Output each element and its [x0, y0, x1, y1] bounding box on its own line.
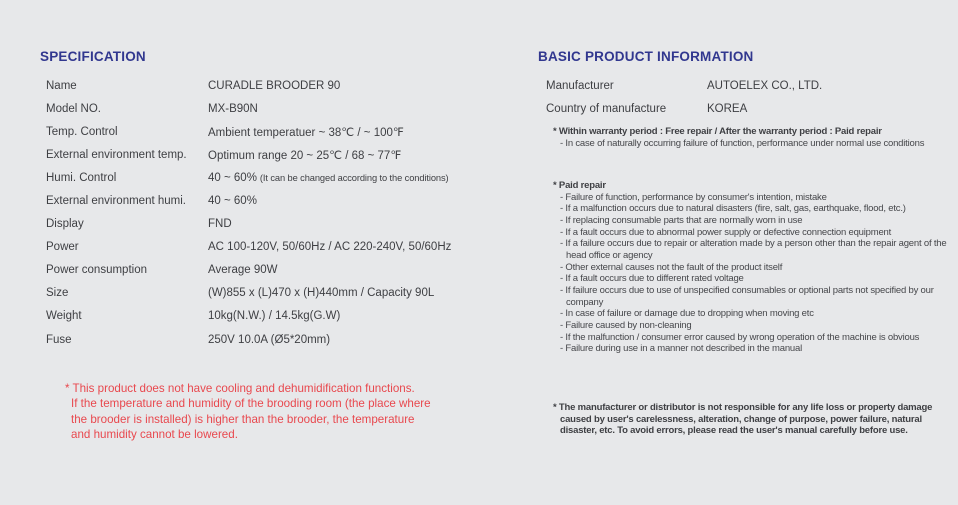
spec-label: External environment humi.	[46, 195, 186, 208]
warning-line: If the temperature and humidity of the brooding room (the place where	[71, 397, 431, 411]
specification-title: SPECIFICATION	[40, 49, 146, 64]
info-value: AUTOELEX CO., LTD.	[707, 79, 823, 92]
spec-value: Average 90W	[208, 264, 278, 277]
warning-line: the brooder is installed) is higher than the brooder, the temperature	[71, 412, 415, 426]
spec-label: Power consumption	[46, 264, 147, 277]
spec-value: (W)855 x (L)470 x (H)440mm / Capacity 90L	[208, 287, 435, 300]
info-label: Country of manufacture	[546, 102, 667, 115]
info-label: Manufacturer	[546, 79, 614, 92]
spec-value: Ambient temperatuer ~ 38℃ / ~ 100℉	[208, 126, 404, 139]
spec-value: FND	[208, 218, 232, 231]
spec-label: Size	[46, 287, 69, 300]
cooling-warning-note	[65, 381, 431, 442]
paid-repair-item: - If a fault occurs due to abnormal power supply or defective connection equipment	[560, 226, 892, 238]
paid-repair-item: - Failure of function, performance by consumer's intention, mistake	[560, 191, 827, 203]
spec-value: AC 100-120V, 50/60Hz / AC 220-240V, 50/60Hz	[208, 241, 452, 254]
spec-value: MX-B90N	[208, 102, 258, 115]
paid-repair-item: - If the malfunction / consumer error caused by wrong operation of the machine is obvious	[560, 331, 920, 343]
spec-value: 40 ~ 60%	[208, 195, 257, 208]
spec-row-temp-control	[46, 120, 506, 143]
spec-label: Name	[46, 79, 77, 92]
basic-product-info-title: BASIC PRODUCT INFORMATION	[538, 49, 754, 64]
spec-value	[208, 172, 449, 184]
info-row-country	[546, 97, 946, 120]
spec-value: CURADLE BROODER 90	[208, 79, 341, 92]
spec-value: Optimum range 20 ~ 25℃ / 68 ~ 77℉	[208, 149, 402, 162]
spec-value-note: (It can be changed according to the conditions)	[259, 172, 449, 183]
paid-repair-heading: * Paid repair	[553, 180, 606, 191]
spec-label: Weight	[46, 310, 82, 323]
specification-table	[46, 74, 506, 351]
paid-repair-item: - If a fault occurs due to different rated voltage	[560, 273, 744, 285]
paid-repair-item: - If failure occurs due to use of unspecified consumables or optional parts not specified by our company	[560, 284, 934, 308]
spec-row-fuse	[46, 328, 506, 351]
spec-value: 10kg(N.W.) / 14.5kg(G.W)	[208, 310, 341, 323]
warning-line: and humidity cannot be lowered.	[71, 427, 238, 441]
paid-repair-item: - Failure during use in a manner not described in the manual	[560, 343, 803, 355]
warranty-heading: * Within warranty period : Free repair / After the warranty period : Paid repair	[553, 126, 882, 137]
spec-row-ext-temp	[46, 143, 506, 166]
manufacturer-disclaimer: * The manufacturer or distributor is not responsible for any life loss or property damage caused by user's carelessness, alteration, change of purpose, power failure, natural disaster, etc. To avoid errors, please read the user's manual carefully before use.	[553, 402, 933, 437]
spec-label: Power	[46, 241, 79, 254]
spec-label: Fuse	[46, 333, 72, 346]
spec-row-weight	[46, 305, 506, 328]
spec-row-name	[46, 74, 506, 97]
paid-repair-note	[553, 180, 957, 355]
spec-value: 250V 10.0A (Ø5*20mm)	[208, 333, 331, 346]
warning-line: * This product does not have cooling and dehumidification functions.	[65, 382, 415, 395]
paid-repair-item: - If replacing consumable parts that are normally worn in use	[560, 214, 803, 226]
spec-value-main: 40 ~ 60%	[208, 171, 257, 184]
info-row-manufacturer	[546, 74, 946, 97]
paid-repair-item: - If a failure occurs due to repair or alteration made by a person other than the repair agent of the head office or agency	[560, 238, 947, 261]
spec-row-size	[46, 282, 506, 305]
spec-row-model	[46, 97, 506, 120]
spec-label: Temp. Control	[46, 125, 118, 138]
paid-repair-item: - Other external causes not the fault of the product itself	[560, 261, 783, 273]
spec-row-display	[46, 213, 506, 236]
info-value: KOREA	[707, 102, 748, 115]
spec-label: Display	[46, 218, 84, 231]
paid-repair-item: - In case of failure or damage due to dropping when moving etc	[560, 308, 814, 320]
spec-row-power-consumption	[46, 259, 506, 282]
basic-product-info-table	[546, 74, 946, 120]
paid-repair-item: - Failure caused by non-cleaning	[560, 319, 692, 331]
paid-repair-item: - If a malfunction occurs due to natural disasters (fire, salt, gas, earthquake, flood, etc.)	[560, 203, 906, 215]
spec-label: Model NO.	[46, 102, 101, 115]
spec-row-ext-humi	[46, 189, 506, 212]
spec-row-power	[46, 236, 506, 259]
spec-label: Humi. Control	[46, 171, 117, 184]
spec-label: External environment temp.	[46, 148, 187, 161]
warranty-item: - In case of naturally occurring failure of function, performance under normal use conditions	[560, 137, 925, 149]
warranty-period-note	[553, 126, 957, 149]
spec-row-humi-control	[46, 166, 506, 189]
